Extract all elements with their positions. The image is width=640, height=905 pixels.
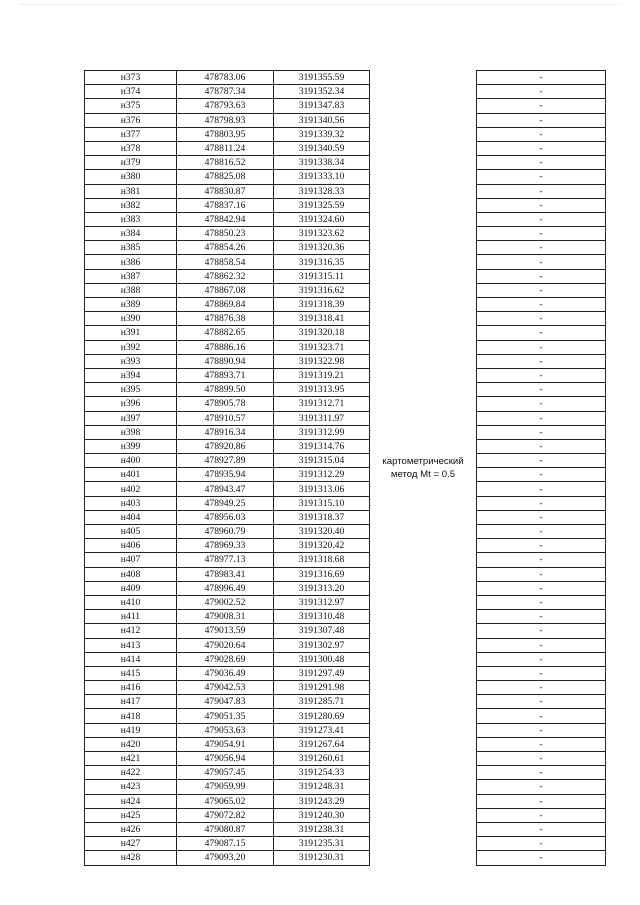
table-row <box>85 525 606 539</box>
table-row <box>85 383 606 397</box>
table-row <box>85 595 606 609</box>
note-cell: - <box>477 241 606 255</box>
point-id-cell: н387 <box>85 269 177 283</box>
point-id-cell: н386 <box>85 255 177 269</box>
y-coordinate-cell: 3191347.83 <box>274 99 370 113</box>
note-cell: - <box>477 808 606 822</box>
note-cell: - <box>477 99 606 113</box>
x-coordinate-cell: 478869.84 <box>177 298 274 312</box>
table-row <box>85 241 606 255</box>
note-cell: - <box>477 425 606 439</box>
point-id-cell: н422 <box>85 766 177 780</box>
y-coordinate-cell: 3191340.59 <box>274 141 370 155</box>
x-coordinate-cell: 479080.87 <box>177 822 274 836</box>
point-id-cell: н406 <box>85 539 177 553</box>
table-row <box>85 85 606 99</box>
point-id-cell: н426 <box>85 822 177 836</box>
y-coordinate-cell: 3191285.71 <box>274 695 370 709</box>
point-id-cell: н384 <box>85 227 177 241</box>
table-row <box>85 737 606 751</box>
note-cell: - <box>477 766 606 780</box>
x-coordinate-cell: 478996.49 <box>177 581 274 595</box>
table-row <box>85 681 606 695</box>
table-row <box>85 425 606 439</box>
y-coordinate-cell: 3191320.18 <box>274 326 370 340</box>
note-cell: - <box>477 184 606 198</box>
point-id-cell: н385 <box>85 241 177 255</box>
note-cell: - <box>477 468 606 482</box>
y-coordinate-cell: 3191322.98 <box>274 354 370 368</box>
table-row <box>85 283 606 297</box>
x-coordinate-cell: 478956.03 <box>177 510 274 524</box>
point-id-cell: н418 <box>85 709 177 723</box>
y-coordinate-cell: 3191323.62 <box>274 227 370 241</box>
y-coordinate-cell: 3191333.10 <box>274 170 370 184</box>
y-coordinate-cell: 3191318.37 <box>274 510 370 524</box>
x-coordinate-cell: 478969.33 <box>177 539 274 553</box>
point-id-cell: н425 <box>85 808 177 822</box>
x-coordinate-cell: 478842.94 <box>177 212 274 226</box>
x-coordinate-cell: 479013.59 <box>177 624 274 638</box>
note-cell: - <box>477 170 606 184</box>
note-cell: - <box>477 411 606 425</box>
table-row <box>85 468 606 482</box>
point-id-cell: н393 <box>85 354 177 368</box>
method-text-line1: картометрический <box>382 455 464 467</box>
y-coordinate-cell: 3191273.41 <box>274 723 370 737</box>
table-row <box>85 652 606 666</box>
point-id-cell: н419 <box>85 723 177 737</box>
point-id-cell: н398 <box>85 425 177 439</box>
note-cell: - <box>477 340 606 354</box>
x-coordinate-cell: 478816.52 <box>177 156 274 170</box>
note-cell: - <box>477 610 606 624</box>
table-row <box>85 638 606 652</box>
x-coordinate-cell: 479057.45 <box>177 766 274 780</box>
x-coordinate-cell: 478983.41 <box>177 567 274 581</box>
note-cell: - <box>477 198 606 212</box>
x-coordinate-cell: 479047.83 <box>177 695 274 709</box>
point-id-cell: н402 <box>85 482 177 496</box>
y-coordinate-cell: 3191320.36 <box>274 241 370 255</box>
y-coordinate-cell: 3191313.06 <box>274 482 370 496</box>
table-row <box>85 71 606 85</box>
x-coordinate-cell: 479065.02 <box>177 794 274 808</box>
y-coordinate-cell: 3191318.68 <box>274 553 370 567</box>
table-row <box>85 822 606 836</box>
y-coordinate-cell: 3191312.97 <box>274 595 370 609</box>
point-id-cell: н388 <box>85 283 177 297</box>
point-id-cell: н389 <box>85 298 177 312</box>
point-id-cell: н427 <box>85 837 177 851</box>
x-coordinate-cell: 478886.16 <box>177 340 274 354</box>
x-coordinate-cell: 478893.71 <box>177 368 274 382</box>
point-id-cell: н410 <box>85 595 177 609</box>
x-coordinate-cell: 478927.89 <box>177 454 274 468</box>
note-cell: - <box>477 454 606 468</box>
y-coordinate-cell: 3191319.21 <box>274 368 370 382</box>
y-coordinate-cell: 3191248.31 <box>274 780 370 794</box>
x-coordinate-cell: 479002.52 <box>177 595 274 609</box>
point-id-cell: н412 <box>85 624 177 638</box>
table-row <box>85 851 606 865</box>
table-row <box>85 397 606 411</box>
note-cell: - <box>477 312 606 326</box>
table-row <box>85 510 606 524</box>
note-cell: - <box>477 397 606 411</box>
y-coordinate-cell: 3191240.30 <box>274 808 370 822</box>
point-id-cell: н390 <box>85 312 177 326</box>
table-row <box>85 411 606 425</box>
y-coordinate-cell: 3191235.31 <box>274 837 370 851</box>
table-row <box>85 184 606 198</box>
point-id-cell: н375 <box>85 99 177 113</box>
point-id-cell: н421 <box>85 752 177 766</box>
y-coordinate-cell: 3191315.04 <box>274 454 370 468</box>
y-coordinate-cell: 3191260.61 <box>274 752 370 766</box>
note-cell: - <box>477 581 606 595</box>
table-row <box>85 766 606 780</box>
y-coordinate-cell: 3191315.10 <box>274 496 370 510</box>
x-coordinate-cell: 478787.34 <box>177 85 274 99</box>
note-cell: - <box>477 652 606 666</box>
y-coordinate-cell: 3191312.29 <box>274 468 370 482</box>
point-id-cell: н405 <box>85 525 177 539</box>
point-id-cell: н401 <box>85 468 177 482</box>
point-id-cell: н392 <box>85 340 177 354</box>
x-coordinate-cell: 479087.15 <box>177 837 274 851</box>
x-coordinate-cell: 479042.53 <box>177 681 274 695</box>
note-cell: - <box>477 723 606 737</box>
note-cell: - <box>477 638 606 652</box>
point-id-cell: н394 <box>85 368 177 382</box>
y-coordinate-cell: 3191338.34 <box>274 156 370 170</box>
table-row <box>85 496 606 510</box>
note-cell: - <box>477 71 606 85</box>
y-coordinate-cell: 3191318.39 <box>274 298 370 312</box>
scan-artifact-line <box>20 4 620 11</box>
x-coordinate-cell: 478890.94 <box>177 354 274 368</box>
point-id-cell: н382 <box>85 198 177 212</box>
y-coordinate-cell: 3191340.56 <box>274 113 370 127</box>
y-coordinate-cell: 3191316.69 <box>274 567 370 581</box>
y-coordinate-cell: 3191238.31 <box>274 822 370 836</box>
table-row <box>85 170 606 184</box>
x-coordinate-cell: 478943.47 <box>177 482 274 496</box>
table-row <box>85 269 606 283</box>
point-id-cell: н424 <box>85 794 177 808</box>
y-coordinate-cell: 3191300.48 <box>274 652 370 666</box>
note-cell: - <box>477 780 606 794</box>
point-id-cell: н373 <box>85 71 177 85</box>
table-row <box>85 198 606 212</box>
point-id-cell: н420 <box>85 737 177 751</box>
note-cell: - <box>477 227 606 241</box>
y-coordinate-cell: 3191316.35 <box>274 255 370 269</box>
x-coordinate-cell: 478862.32 <box>177 269 274 283</box>
x-coordinate-cell: 478899.50 <box>177 383 274 397</box>
x-coordinate-cell: 479054.91 <box>177 737 274 751</box>
y-coordinate-cell: 3191313.95 <box>274 383 370 397</box>
y-coordinate-cell: 3191320.40 <box>274 525 370 539</box>
y-coordinate-cell: 3191267.64 <box>274 737 370 751</box>
x-coordinate-cell: 478905.78 <box>177 397 274 411</box>
y-coordinate-cell: 3191307.48 <box>274 624 370 638</box>
y-coordinate-cell: 3191311.97 <box>274 411 370 425</box>
table-row <box>85 354 606 368</box>
note-cell: - <box>477 567 606 581</box>
note-cell: - <box>477 695 606 709</box>
x-coordinate-cell: 478977.13 <box>177 553 274 567</box>
y-coordinate-cell: 3191302.97 <box>274 638 370 652</box>
x-coordinate-cell: 478960.79 <box>177 525 274 539</box>
x-coordinate-cell: 478793.63 <box>177 99 274 113</box>
y-coordinate-cell: 3191280.69 <box>274 709 370 723</box>
method-text-line2: метод Mt = 0.5 <box>390 468 456 480</box>
point-id-cell: н391 <box>85 326 177 340</box>
point-id-cell: н407 <box>85 553 177 567</box>
point-id-cell: н376 <box>85 113 177 127</box>
y-coordinate-cell: 3191297.49 <box>274 666 370 680</box>
table-row <box>85 752 606 766</box>
point-id-cell: н403 <box>85 496 177 510</box>
note-cell: - <box>477 837 606 851</box>
point-id-cell: н404 <box>85 510 177 524</box>
table-row <box>85 709 606 723</box>
table-row <box>85 624 606 638</box>
note-cell: - <box>477 752 606 766</box>
x-coordinate-cell: 478850.23 <box>177 227 274 241</box>
note-cell: - <box>477 383 606 397</box>
table-row <box>85 553 606 567</box>
y-coordinate-cell: 3191352.34 <box>274 85 370 99</box>
note-cell: - <box>477 298 606 312</box>
y-coordinate-cell: 3191323.71 <box>274 340 370 354</box>
x-coordinate-cell: 479072.82 <box>177 808 274 822</box>
y-coordinate-cell: 3191320.42 <box>274 539 370 553</box>
table-row <box>85 695 606 709</box>
x-coordinate-cell: 479053.63 <box>177 723 274 737</box>
y-coordinate-cell: 3191312.71 <box>274 397 370 411</box>
point-id-cell: н381 <box>85 184 177 198</box>
point-id-cell: н377 <box>85 127 177 141</box>
point-id-cell: н380 <box>85 170 177 184</box>
y-coordinate-cell: 3191328.33 <box>274 184 370 198</box>
x-coordinate-cell: 478798.93 <box>177 113 274 127</box>
table-row <box>85 99 606 113</box>
table-row <box>85 439 606 453</box>
table-row <box>85 581 606 595</box>
y-coordinate-cell: 3191310.48 <box>274 610 370 624</box>
y-coordinate-cell: 3191324.60 <box>274 212 370 226</box>
note-cell: - <box>477 794 606 808</box>
y-coordinate-cell: 3191318.41 <box>274 312 370 326</box>
note-cell: - <box>477 156 606 170</box>
table-row <box>85 808 606 822</box>
y-coordinate-cell: 3191291.98 <box>274 681 370 695</box>
table-row <box>85 780 606 794</box>
point-id-cell: н417 <box>85 695 177 709</box>
point-id-cell: н397 <box>85 411 177 425</box>
point-id-cell: н413 <box>85 638 177 652</box>
table-row <box>85 454 606 468</box>
x-coordinate-cell: 479093.20 <box>177 851 274 865</box>
note-cell: - <box>477 737 606 751</box>
table-row <box>85 326 606 340</box>
x-coordinate-cell: 478783.06 <box>177 71 274 85</box>
table-row <box>85 141 606 155</box>
table-row <box>85 156 606 170</box>
table-row <box>85 312 606 326</box>
note-cell: - <box>477 510 606 524</box>
x-coordinate-cell: 478830.87 <box>177 184 274 198</box>
x-coordinate-cell: 479020.64 <box>177 638 274 652</box>
x-coordinate-cell: 478825.08 <box>177 170 274 184</box>
x-coordinate-cell: 479059.99 <box>177 780 274 794</box>
note-cell: - <box>477 439 606 453</box>
point-id-cell: н414 <box>85 652 177 666</box>
table-row <box>85 794 606 808</box>
y-coordinate-cell: 3191313.20 <box>274 581 370 595</box>
note-cell: - <box>477 255 606 269</box>
note-cell: - <box>477 624 606 638</box>
table-row <box>85 723 606 737</box>
x-coordinate-cell: 478811.24 <box>177 141 274 155</box>
table-row <box>85 539 606 553</box>
table-row <box>85 482 606 496</box>
point-id-cell: н379 <box>85 156 177 170</box>
x-coordinate-cell: 478910.57 <box>177 411 274 425</box>
x-coordinate-cell: 478854.26 <box>177 241 274 255</box>
x-coordinate-cell: 478858.54 <box>177 255 274 269</box>
x-coordinate-cell: 479028.69 <box>177 652 274 666</box>
x-coordinate-cell: 479056.94 <box>177 752 274 766</box>
note-cell: - <box>477 127 606 141</box>
note-cell: - <box>477 496 606 510</box>
point-id-cell: н383 <box>85 212 177 226</box>
x-coordinate-cell: 479036.49 <box>177 666 274 680</box>
note-cell: - <box>477 539 606 553</box>
table-row <box>85 368 606 382</box>
note-cell: - <box>477 85 606 99</box>
note-cell: - <box>477 482 606 496</box>
table-row <box>85 666 606 680</box>
table-row <box>85 837 606 851</box>
point-id-cell: н423 <box>85 780 177 794</box>
note-cell: - <box>477 553 606 567</box>
table-row <box>85 255 606 269</box>
note-cell: - <box>477 141 606 155</box>
table-row <box>85 567 606 581</box>
point-id-cell: н378 <box>85 141 177 155</box>
table-row <box>85 212 606 226</box>
x-coordinate-cell: 479051.35 <box>177 709 274 723</box>
note-cell: - <box>477 681 606 695</box>
point-id-cell: н374 <box>85 85 177 99</box>
coordinates-table <box>84 70 606 866</box>
note-cell: - <box>477 595 606 609</box>
note-cell: - <box>477 113 606 127</box>
point-id-cell: н411 <box>85 610 177 624</box>
note-cell: - <box>477 822 606 836</box>
x-coordinate-cell: 478867.08 <box>177 283 274 297</box>
note-cell: - <box>477 666 606 680</box>
point-id-cell: н409 <box>85 581 177 595</box>
x-coordinate-cell: 478876.38 <box>177 312 274 326</box>
y-coordinate-cell: 3191316.62 <box>274 283 370 297</box>
table-row <box>85 340 606 354</box>
y-coordinate-cell: 3191325.59 <box>274 198 370 212</box>
table-row <box>85 610 606 624</box>
table-row <box>85 298 606 312</box>
x-coordinate-cell: 478803.95 <box>177 127 274 141</box>
point-id-cell: н408 <box>85 567 177 581</box>
point-id-cell: н395 <box>85 383 177 397</box>
note-cell: - <box>477 851 606 865</box>
x-coordinate-cell: 478935.94 <box>177 468 274 482</box>
note-cell: - <box>477 354 606 368</box>
table-row <box>85 113 606 127</box>
note-cell: - <box>477 212 606 226</box>
note-cell: - <box>477 326 606 340</box>
table-row <box>85 127 606 141</box>
point-id-cell: н396 <box>85 397 177 411</box>
table-row <box>85 227 606 241</box>
note-cell: - <box>477 283 606 297</box>
point-id-cell: н416 <box>85 681 177 695</box>
x-coordinate-cell: 478949.25 <box>177 496 274 510</box>
y-coordinate-cell: 3191312.99 <box>274 425 370 439</box>
method-cell <box>370 71 477 866</box>
point-id-cell: н400 <box>85 454 177 468</box>
y-coordinate-cell: 3191315.11 <box>274 269 370 283</box>
note-cell: - <box>477 525 606 539</box>
point-id-cell: н415 <box>85 666 177 680</box>
point-id-cell: н399 <box>85 439 177 453</box>
y-coordinate-cell: 3191355.59 <box>274 71 370 85</box>
coordinates-table-body <box>85 71 606 866</box>
note-cell: - <box>477 368 606 382</box>
y-coordinate-cell: 3191314.76 <box>274 439 370 453</box>
x-coordinate-cell: 478920.86 <box>177 439 274 453</box>
note-cell: - <box>477 269 606 283</box>
x-coordinate-cell: 478882.65 <box>177 326 274 340</box>
y-coordinate-cell: 3191243.29 <box>274 794 370 808</box>
note-cell: - <box>477 709 606 723</box>
y-coordinate-cell: 3191339.32 <box>274 127 370 141</box>
x-coordinate-cell: 478916.34 <box>177 425 274 439</box>
x-coordinate-cell: 478837.16 <box>177 198 274 212</box>
y-coordinate-cell: 3191230.31 <box>274 851 370 865</box>
x-coordinate-cell: 479008.31 <box>177 610 274 624</box>
y-coordinate-cell: 3191254.33 <box>274 766 370 780</box>
point-id-cell: н428 <box>85 851 177 865</box>
